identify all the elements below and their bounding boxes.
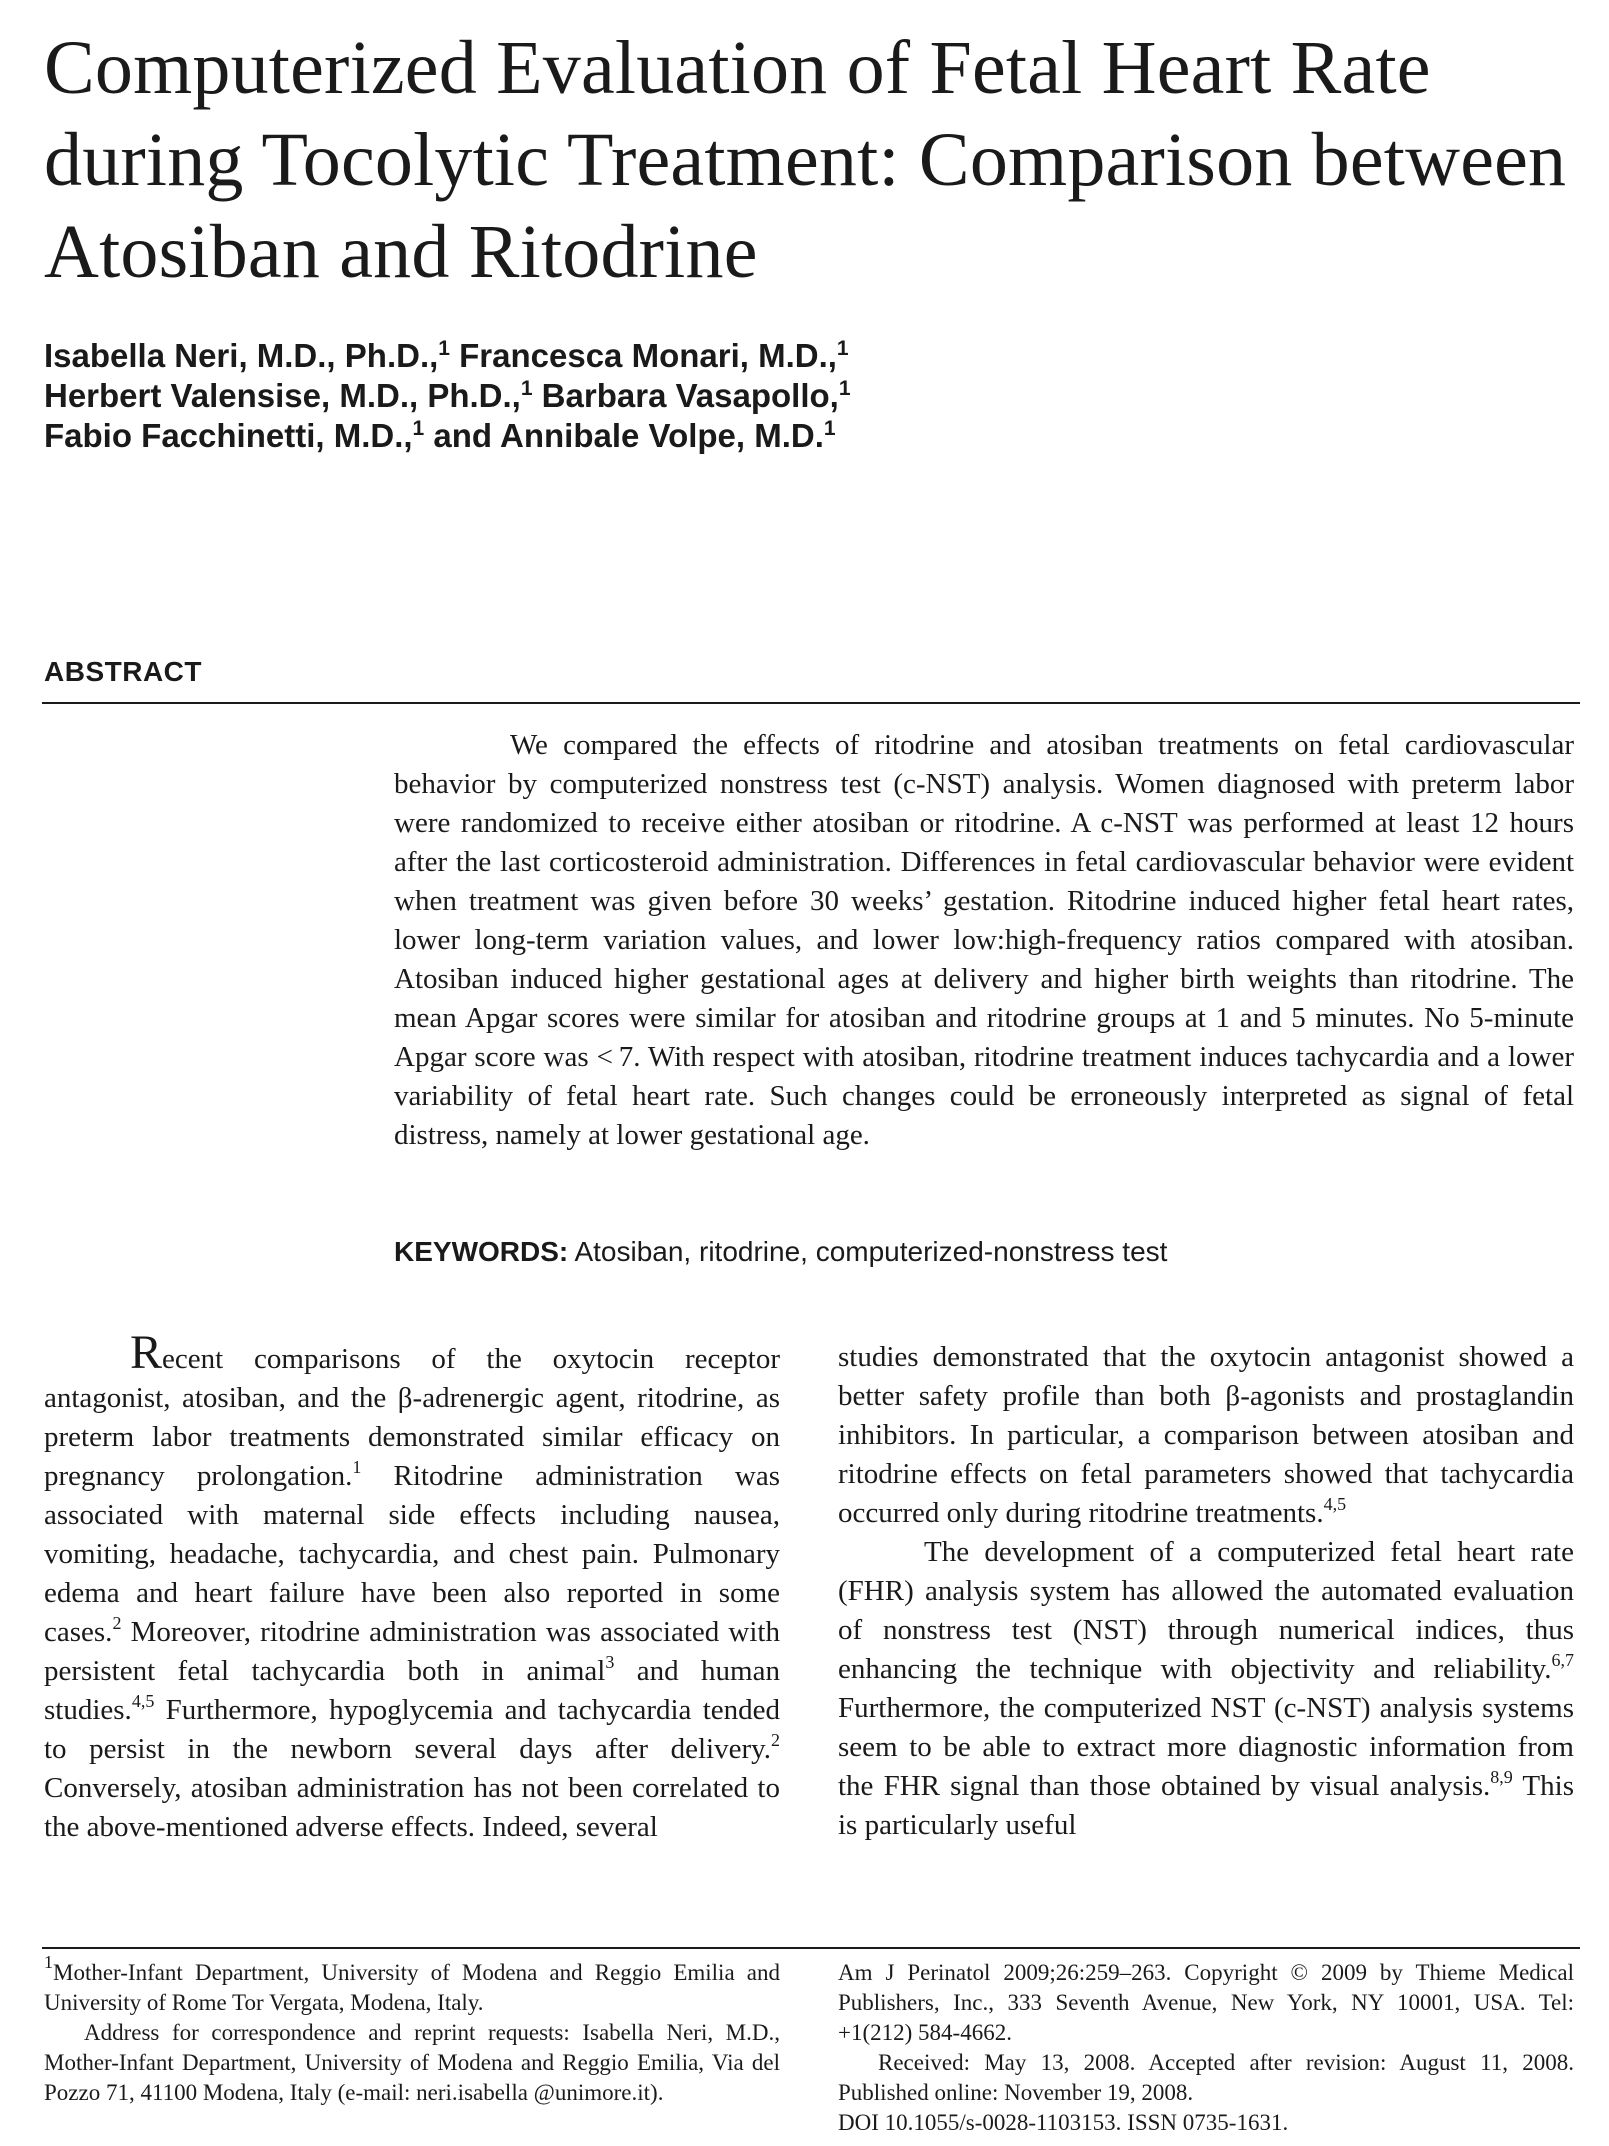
footnote-publication [838, 1958, 1574, 2138]
author-name: and Annibale Volpe, M.D. [424, 417, 824, 454]
body-paragraph [838, 1338, 1574, 1533]
affiliation-marker: 1 [412, 417, 425, 440]
affiliation-marker: 1 [44, 1952, 53, 1972]
dates-note: Received: May 13, 2008. Accepted after revision: August 11, 2008. Published online: November 19, 2008. [838, 2050, 1574, 2105]
body-text: Furthermore, the computerized NST (c-NST) analysis systems seem to be able to extract more diagnostic information from the FHR signal than those obtained by visual analysis. [838, 1692, 1574, 1802]
footnote-divider [42, 1947, 1580, 1949]
author-name: Fabio Facchinetti, M.D., [44, 417, 413, 454]
body-text: Moreover, ritodrine administration was associated with persistent fetal tachycardia both in animal [44, 1616, 780, 1687]
author-line-2 [44, 376, 1444, 416]
body-text: The development of a computerized fetal heart rate (FHR) analysis system has allowed the automated evaluation of nonstress test (NST) through numerical indices, thus enhancing the technique with objectivity and reliability. [838, 1536, 1574, 1685]
affiliation-marker: 1 [838, 377, 851, 400]
body-text: Furthermore, hypoglycemia and tachycardia tended to persist in the newborn several days after delivery. [44, 1694, 780, 1765]
affiliation-marker: 1 [438, 337, 450, 360]
drop-cap: R [130, 1326, 163, 1379]
author-name: Herbert Valensise, M.D., Ph.D., [44, 377, 521, 414]
body-column-right [838, 1338, 1574, 1845]
citation-ref: 1 [352, 1457, 362, 1477]
citation-ref: 2 [112, 1613, 122, 1633]
body-paragraph [838, 1533, 1574, 1845]
author-line-1 [44, 336, 1444, 376]
doi-note: DOI 10.1055/s-0028-1103153. ISSN 0735-1631. [838, 2110, 1289, 2135]
citation-ref: 4,5 [131, 1691, 155, 1711]
body-text: and human studies. [44, 1655, 780, 1726]
keywords-label: KEYWORDS: [394, 1236, 569, 1267]
citation-ref: 2 [771, 1730, 780, 1750]
citation-ref: 4,5 [1323, 1494, 1347, 1514]
body-text: Conversely, atosiban administration has not been correlated to the above-mentioned adverse effects. Indeed, several [44, 1772, 780, 1843]
citation-ref: 6,7 [1551, 1650, 1574, 1670]
affiliation-marker: 1 [520, 377, 533, 400]
body-text: This is particularly useful [838, 1770, 1574, 1841]
abstract-divider [42, 702, 1580, 704]
author-line-3 [44, 416, 1444, 456]
affiliation-text: Mother-Infant Department, University of Modena and Reggio Emilia and University of Rome Tor Vergata, Modena, Italy. [44, 1960, 780, 2015]
footnote-affiliation [44, 1952, 780, 2108]
affiliation-note [44, 1952, 780, 2018]
keywords-list: Atosiban, ritodrine, computerized-nonstress test [568, 1236, 1168, 1267]
body-text: studies demonstrated that the oxytocin antagonist showed a better safety profile than both β-agonists and prostaglandin inhibitors. In particular, a comparison between atosiban and ritodrine effects on fetal parameters showed that tachycardia occurred only during ritodrine treatments. [838, 1341, 1574, 1529]
author-name: Francesca Monari, M.D., [449, 337, 837, 374]
abstract-heading: ABSTRACT [44, 656, 202, 687]
abstract-text: We compared the effects of ritodrine and atosiban treatments on fetal cardiovascular behavior by computerized nonstress test (c-NST) analysis. Women diagnosed with preterm labor were randomized to receive either atosiban or ritodrine. A c-NST was performed at least 12 hours after the last corticosteroid administration. Differences in fetal cardiovascular behavior were evident when treatment was given before 30 weeks’ gestation. Ritodrine induced higher fetal heart rates, lower long-term variation values, and lower low:high-frequency ratios compared with atosiban. Atosiban induced higher gestational ages at delivery and higher birth weights than ritodrine. The mean Apgar scores were similar for atosiban and ritodrine groups at 1 and 5 minutes. No 5-minute Apgar score was < 7. With respect with atosiban, ritodrine treatment induces tachycardia and a lower variability of fetal heart rate. Such changes could be erroneously interpreted as signal of fetal distress, namely at lower gestational age. [394, 729, 1574, 1151]
author-name: Barbara Vasapollo, [532, 377, 839, 414]
citation-note: Am J Perinatol 2009;26:259–263. Copyright © 2009 by Thieme Medical Publishers, Inc., 333 Seventh Avenue, New York, NY 10001, USA. Tel: +1(212) 584-4662. [838, 1960, 1574, 2045]
correspondence-note: Address for correspondence and reprint requests: Isabella Neri, M.D., Mother-Infant Department, University of Modena and Reggio Emilia, Via del Pozzo 71, 41100 Modena, Italy (e-mail: neri.isabella @unimore.it). [44, 2020, 780, 2105]
citation-ref: 3 [605, 1652, 615, 1672]
body-text: ecent comparisons of the oxytocin receptor antagonist, atosiban, and the β-adrenergic agent, ritodrine, as preterm labor treatments demonstrated similar efficacy on pregnancy prolongation. [44, 1343, 780, 1492]
keywords [394, 1236, 1167, 1268]
author-list [44, 336, 1444, 456]
affiliation-marker: 1 [836, 337, 849, 360]
article-title: Computerized Evaluation of Fetal Heart Rate during Tocolytic Treatment: Comparison between Atosiban and Ritodrine [44, 26, 1567, 294]
body-paragraph [44, 1326, 780, 1847]
body-text: Ritodrine administration was associated with maternal side effects including nausea, vomiting, headache, tachycardia, and chest pain. Pulmonary edema and heart failure have been also reported in some cases. [44, 1460, 780, 1648]
citation-ref: 8,9 [1490, 1767, 1513, 1787]
author-name: Isabella Neri, M.D., Ph.D., [44, 337, 439, 374]
body-column-left [44, 1326, 780, 1847]
abstract-body [394, 726, 1574, 1155]
affiliation-marker: 1 [823, 417, 836, 440]
